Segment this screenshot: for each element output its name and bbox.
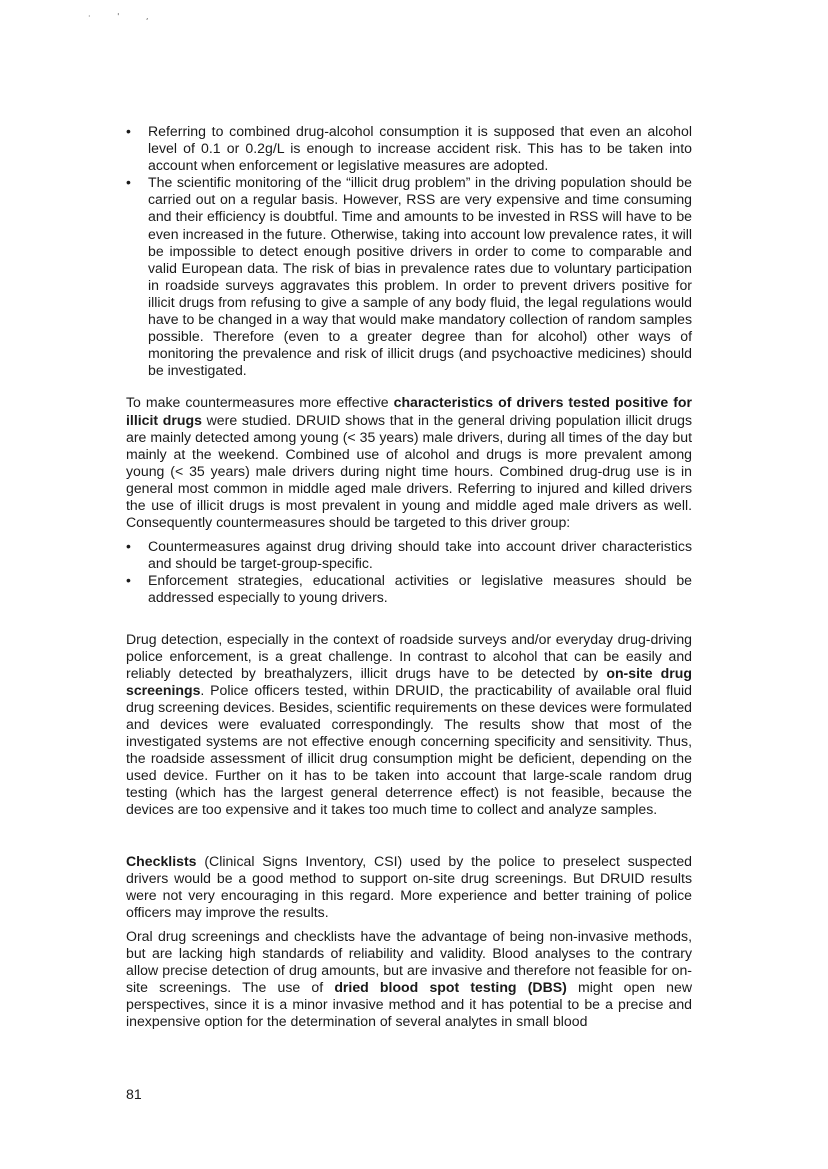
list-item-text: Countermeasures against drug driving should take into account driver characteristics and should be target-group-specific. [148, 538, 692, 572]
bold-term: Checklists [126, 852, 197, 869]
bold-term: characteristics of drivers tested positive for illicit drugs [126, 394, 692, 428]
bold-term: on-site drug screenings [126, 664, 692, 698]
bullet-icon: • [126, 572, 131, 589]
list-item-text: Enforcement strategies, educational activities or legislative measures should be addressed especially to young drivers. [148, 572, 692, 606]
list-item [126, 572, 692, 606]
paragraph-oral-screenings: Oral drug screenings and checklists have the advantage of being non-invasive methods, but are lacking high standards of reliability and validity. Blood analyses to the contrary allow precise detection of drug amounts, but are invasive and therefore not feasible for on-site screenings. The use of dried blood spot testing (DBS) might open new perspectives, since it is a minor invasive method and it has potential to be a precise and inexpensive option for the determination of several analytes in small blood [126, 927, 693, 1030]
page-number: 81 [126, 1086, 142, 1102]
body-text [126, 123, 692, 1031]
paragraph-checklists: Checklists (Clinical Signs Inventory, CSI) used by the police to preselect suspected drivers would be a good method to support on-site drug screenings. But DRUID results were not very encouraging in this regard. More experience and better training of police officers may improve the results. [126, 852, 692, 920]
bullet-list-recommendations [126, 123, 692, 379]
paragraph-drug-detection: Drug detection, especially in the context of roadside surveys and/or everyday drug-driving police enforcement, is a great challenge. In contrast to alcohol that can be easily and reliably detected by breathalyzers, illicit drugs have to be detected by on-site drug screenings. Police officers tested, within DRUID, the practicability of available oral fluid drug screening devices. Besides, scientific requirements on these devices were formulated and devices were evaluated correspondingly. The results show that most of the investigated systems are not effective enough concerning specificity and sensitivity. Thus, the roadside assessment of illicit drug consumption might be deficient, depending on the used device. Further on it has to be taken into account that large-scale random drug testing (which has the largest general deterrence effect) is not feasible, because the devices are too expensive and it takes too much time to collect and analyze samples. [126, 630, 692, 818]
list-item [126, 174, 692, 379]
list-item [126, 123, 692, 174]
list-item [126, 538, 692, 572]
bullet-list-countermeasures [126, 538, 692, 606]
list-item-text: The scientific monitoring of the “illicit drug problem” in the driving population should be carried out on a regular basis. However, RSS are very expensive and time consuming and their efficiency is doubtful. Time and amounts to be invested in RSS will have to be even increased in the future. Otherwise, taking into account low prevalence rates, it will be impossible to detect enough positive drivers in order to come to comparable and valid European data. The risk of bias in prevalence rates due to voluntary participation in roadside surveys aggravates this problem. In order to prevent drivers positive for illicit drugs from refusing to give a sample of any body fluid, the legal regulations would have to be changed in a way that would make mandatory collection of random samples possible. Therefore (even to a greater degree than for alcohol) other ways of monitoring the prevalence and risk of illicit drugs (and psychoactive medicines) should be investigated. [148, 174, 692, 379]
list-item-text: Referring to combined drug-alcohol consumption it is supposed that even an alcohol level of 0.1 or 0.2g/L is enough to increase accident risk. This has to be taken into account when enforcement or legislative measures are adopted. [148, 123, 692, 174]
scan-marks: · ' ‚ [88, 12, 161, 21]
bold-term: dried blood spot testing (DBS) [334, 979, 567, 996]
bullet-icon: • [126, 174, 131, 191]
bullet-icon: • [126, 123, 131, 139]
bullet-icon: • [126, 538, 131, 555]
paragraph-driver-characteristics: To make countermeasures more effective characteristics of drivers tested positive for illicit drugs were studied. DRUID shows that in the general driving population illicit drugs are mainly detected among young (< 35 years) male drivers, during all times of the day but mainly at the weekend. Combined use of alcohol and drugs is more prevalent among young (< 35 years) male drivers during night time hours. Combined drug-drug use is in general most common in middle aged male drivers. Referring to injured and killed drivers the use of illicit drugs is most prevalent in young and middle aged male drivers as well. Consequently countermeasures should be targeted to this driver group: [126, 394, 692, 531]
